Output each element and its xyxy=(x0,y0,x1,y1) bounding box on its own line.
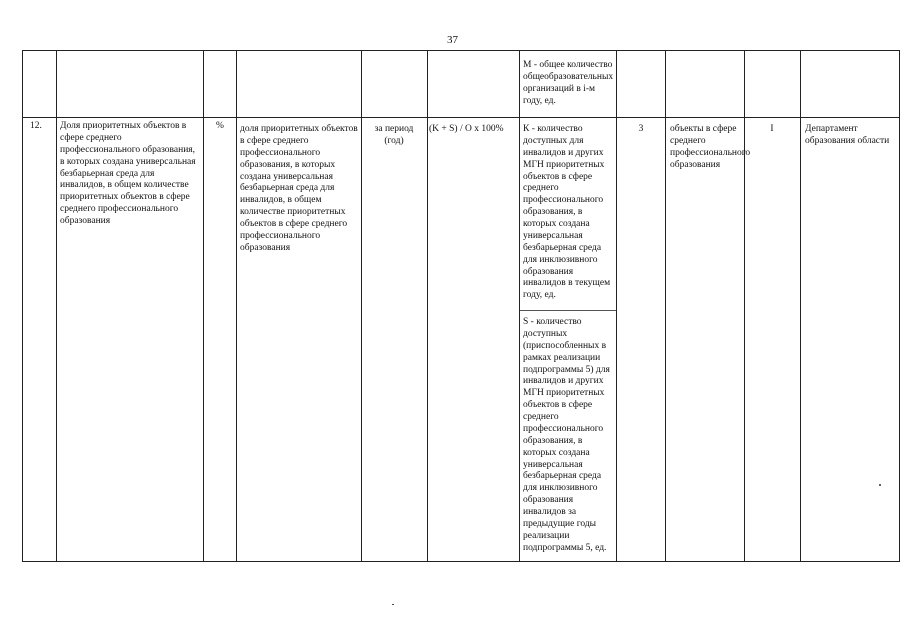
indicator-definition: доля приоритетных объектов в сфере среднего профессионального образования, в которых создана универсальная безбарьерная среда для инвалидов, в общем количестве приоритетных объектов в сфере среднего профессионального образования xyxy=(240,124,358,253)
indicator-name: Доля приоритетных объектов в сфере среднего профессионального образования, в которых создана универсальная безбарьерная среда для инвалидов, в общем количестве приоритетных объектов в сфере среднего профессионального образования xyxy=(60,121,196,226)
formula: (K + S) / O x 100% xyxy=(429,124,504,134)
col-line-1 xyxy=(56,50,57,561)
variable-divider xyxy=(519,310,616,311)
table-top-border xyxy=(22,50,900,51)
responsible-department: Департамент образования области xyxy=(805,124,890,146)
row-divider xyxy=(22,117,900,118)
unit: % xyxy=(216,121,224,131)
period: за период (год) xyxy=(374,124,414,146)
page-number: 37 xyxy=(447,34,458,46)
scan-speck xyxy=(879,484,881,486)
m-variable-text: М - общее количество общеобразовательных организаций в i-м году, ед. xyxy=(523,60,614,106)
col-line-7 xyxy=(616,50,617,561)
col-line-0 xyxy=(22,50,23,561)
col-line-2 xyxy=(203,50,204,561)
col-line-9 xyxy=(744,50,745,561)
col-line-4 xyxy=(361,50,362,561)
col-line-3 xyxy=(236,50,237,561)
col-line-10 xyxy=(800,50,801,561)
col-line-8 xyxy=(665,50,666,561)
table-bottom-border xyxy=(22,561,900,562)
row-number: 12. xyxy=(30,121,42,131)
scan-speck xyxy=(392,604,394,605)
k-variable-text: К - количество доступных для инвалидов и других МГН приоритетных объектов в сфере среднего профессионального образования, в которых создана универсальная безбарьерная среда для инклюзивного образования инвалидов в текущем году, ед. xyxy=(523,124,611,301)
observation-object: объекты в сфере среднего профессионального образования xyxy=(670,124,751,170)
coverage-code: I xyxy=(770,124,774,134)
col-line-5 xyxy=(427,50,428,561)
method-code: 3 xyxy=(638,124,644,134)
s-variable-text: S - количество доступных (приспособленных в рамках реализации подпрограммы 5) для инвалидов и других МГН приоритетных объектов в сфере среднего профессионального образования, в которых создана универсальная безбарьерная среда для инклюзивного образования инвалидов за предыдущие годы реализации подпрограммы 5, ед. xyxy=(523,317,610,553)
col-line-11 xyxy=(899,50,900,561)
